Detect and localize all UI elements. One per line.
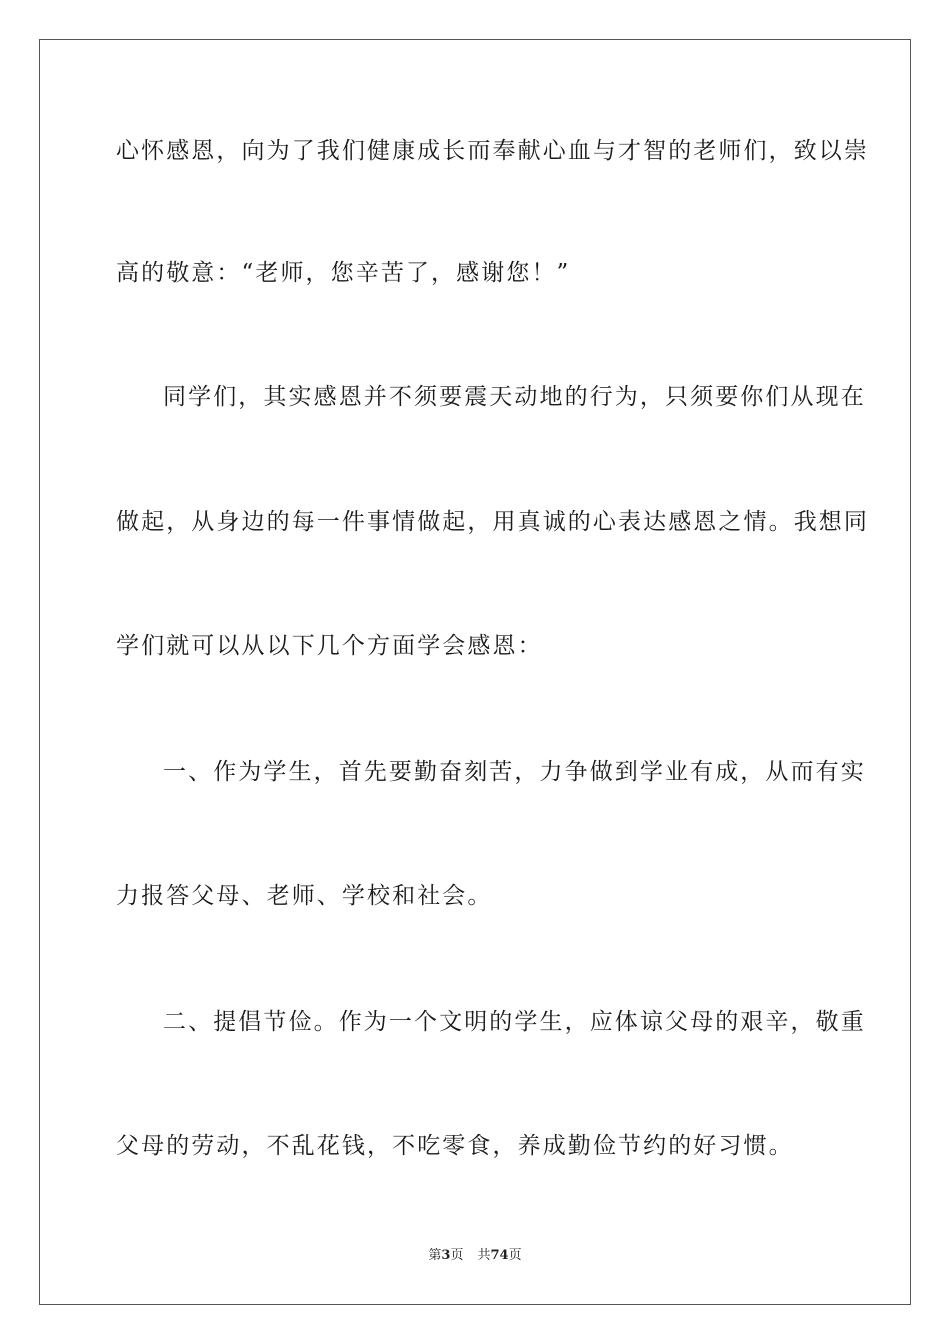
body-text-line: 学们就可以从以下几个方面学会感恩： [116,633,543,659]
total-suffix: 页 [508,1248,522,1263]
page-number: 3 [441,1248,451,1263]
paragraph-start-line: 一、作为学生，首先要勤奋刻苦，力争做到学业有成，从而有实 [163,759,866,785]
total-prefix: 共 [477,1248,491,1263]
paragraph-start-line: 同学们，其实感恩并不须要震天动地的行为，只须要你们从现在 [163,384,866,410]
paragraph-start-line: 二、提倡节俭。作为一个文明的学生，应体谅父母的艰辛，敬重 [163,1009,866,1035]
body-text-line: 力报答父母、老师、学校和社会。 [116,883,493,909]
total-pages: 74 [490,1248,509,1263]
page-prefix: 第 [428,1248,442,1263]
page-border [39,39,911,1305]
body-text-line: 心怀感恩，向为了我们健康成长而奉献心血与才智的老师们，致以崇 [116,138,869,164]
body-text-line: 做起，从身边的每一件事情做起，用真诚的心表达感恩之情。我想同 [116,509,869,535]
page-footer [0,1247,950,1265]
body-text-line: 父母的劳动，不乱花钱，不吃零食，养成勤俭节约的好习惯。 [116,1133,794,1159]
page-suffix: 页 [450,1248,464,1263]
body-text-line: 高的敬意：“老师，您辛苦了，感谢您！” [116,260,571,286]
